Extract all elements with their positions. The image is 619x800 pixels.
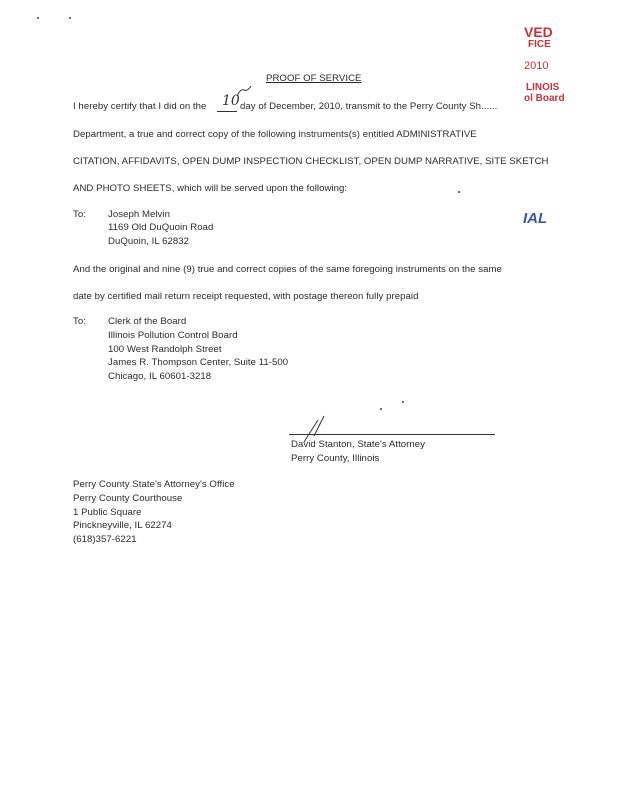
page-title: PROOF OF SERVICE — [266, 73, 362, 84]
scan-speck — [380, 408, 382, 410]
certification-line-2: Department, a true and correct copy of the following instruments(s) entitled ADMINISTRATIVE — [73, 129, 477, 140]
board-label: To: — [73, 316, 86, 327]
recipient-street: 1169 Old DuQuoin Road — [108, 222, 214, 233]
certification-line-3: CITATION, AFFIDAVITS, OPEN DUMP INSPECTION CHECKLIST, OPEN DUMP NARRATIVE, SITE SKETCH — [73, 156, 549, 167]
office-line-3: 1 Public Square — [73, 507, 142, 518]
scan-speck — [69, 17, 71, 19]
received-stamp-line3: 2010 — [524, 60, 549, 72]
office-line-4: Pinckneyville, IL 62274 — [73, 520, 172, 531]
day-underline — [217, 111, 237, 112]
certification-line-4: AND PHOTO SHEETS, which will be served upon the following: — [73, 183, 348, 194]
received-stamp-line1: VED — [524, 24, 553, 40]
board-line-4: James R. Thompson Center, Suite 11-500 — [108, 357, 289, 368]
scan-speck — [37, 17, 39, 19]
signer-name: David Stanton, State's Attorney — [291, 439, 426, 450]
received-stamp-line5: ol Board — [524, 93, 565, 104]
office-phone: (618)357-6221 — [73, 534, 137, 545]
board-line-3: 100 West Randolph Street — [108, 344, 222, 355]
certification-line-1b: day of December, 2010, transmit to the Perry County Sh...... — [240, 101, 498, 112]
signer-county: Perry County, Illinois — [291, 453, 380, 464]
board-line-5: Chicago, IL 60601-3218 — [108, 371, 212, 382]
received-stamp-line4: LINOIS — [526, 82, 560, 93]
original-copies-line-2: date by certified mail return receipt requested, with postage thereon fully prepaid — [73, 291, 419, 302]
recipient-city: DuQuoin, IL 62832 — [108, 236, 190, 247]
office-line-1: Perry County State's Attorney's Office — [73, 479, 235, 490]
handwritten-day: 10 — [222, 93, 240, 109]
scan-speck — [458, 191, 460, 193]
certification-line-1a: I hereby certify that I did on the — [73, 101, 207, 112]
scan-speck — [402, 401, 404, 403]
board-line-2: Illinois Pollution Control Board — [108, 330, 238, 341]
signature-line — [289, 434, 495, 435]
original-stamp-fragment: IAL — [523, 210, 548, 227]
original-copies-line-1: And the original and nine (9) true and correct copies of the same foregoing instruments on the same — [73, 264, 502, 275]
handwritten-mark — [236, 84, 252, 98]
recipient-name: Joseph Melvin — [108, 209, 170, 220]
board-line-1: Clerk of the Board — [108, 316, 187, 327]
recipient-label: To: — [73, 209, 86, 220]
office-line-2: Perry County Courthouse — [73, 493, 183, 504]
received-stamp-line2: FICE — [528, 39, 551, 50]
